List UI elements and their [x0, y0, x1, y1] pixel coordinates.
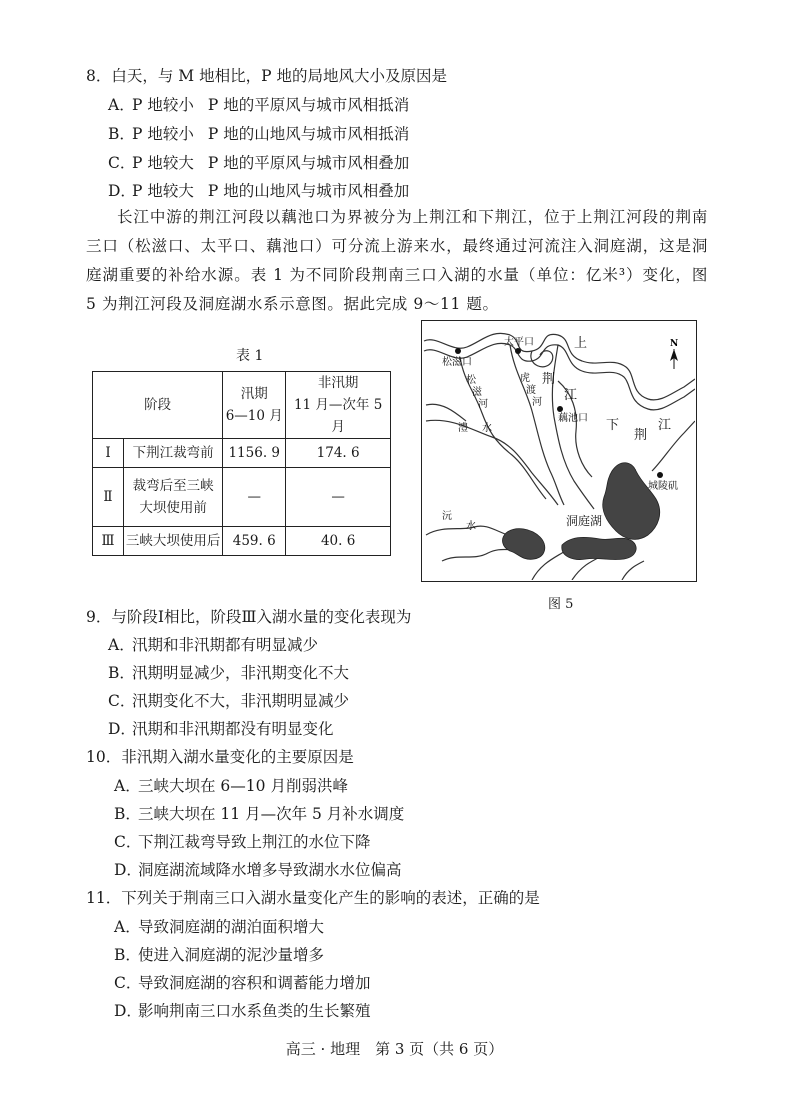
li-tributary [426, 404, 466, 421]
q10-option-c [114, 830, 371, 852]
he2-char: 河 [532, 397, 542, 408]
hu-char: 虎 [520, 373, 530, 384]
option-text: 使进入洞庭湖的泥沙量增多 [138, 946, 325, 964]
q8-option-d [108, 179, 409, 201]
page-footer: 高三 · 地理 第 3 页（共 6 页） [285, 1040, 504, 1058]
q8-option-c [108, 151, 409, 173]
jiang2-label: 江 [658, 418, 672, 433]
row-stage: 下荆江裁弯前 [124, 439, 223, 468]
row-num: Ⅲ [93, 527, 124, 556]
li-shui-char: 水 [482, 423, 492, 434]
option-letter: A． [114, 918, 141, 936]
table-row [93, 468, 391, 527]
row-nonflood: 174. 6 [286, 439, 391, 468]
option-text: 汛期和非汛期都有明显减少 [132, 636, 319, 654]
table-head-nonflood [286, 372, 391, 439]
option-letter: A． [108, 636, 135, 654]
dongting-lake-east [603, 463, 660, 540]
row-stage-line1: 裁弯后至三峡 [132, 478, 214, 494]
q8-stem: 8．白天，与 M 地相比，P 地的局地风大小及原因是 [86, 67, 447, 85]
option-size: P 地较大 [132, 154, 194, 172]
option-size: P 地较小 [132, 96, 194, 114]
ouchikou-label: 藕池口 [558, 413, 588, 424]
option-text: 导致洞庭湖的容积和调蓄能力增加 [138, 974, 371, 992]
option-letter: D． [108, 720, 136, 738]
row-stage [124, 468, 223, 527]
jing1-label: 荆 [542, 372, 556, 387]
nonflood-label: 非汛期 [317, 375, 359, 391]
option-reason: P 地的平原风与城市风相抵消 [207, 96, 410, 114]
option-text: 三峡大坝在 6—10 月削弱洪峰 [138, 777, 348, 795]
option-letter: B． [114, 805, 141, 823]
songzikou-label: 松滋口 [442, 357, 472, 368]
nonflood-months: 11 月—次年 5 月 [293, 397, 383, 435]
q10-option-a [114, 774, 348, 796]
q11-stem: 11．下列关于荆南三口入湖水量变化产生的影响的表述，正确的是 [86, 889, 540, 907]
option-letter: D． [108, 182, 136, 200]
option-letter: B． [114, 946, 141, 964]
row-flood: 1156. 9 [223, 439, 286, 468]
jiang1-label: 江 [564, 388, 578, 403]
reading-passage: 长江中游的荆江河段以藕池口为界被分为上荆江和下荆江，位于上荆江河段的荆南三口（松滋口、太平口、藕池口）可分流上游来水，最终通过河流注入洞庭湖，这是洞庭湖重要的补给水源。表 1 为不同阶段荆南三口入湖的水量（单位：亿米³）变化，图 5 为荆江河段及洞庭湖水系示意图。据此完成 9～11 题。 [86, 208, 708, 313]
he1-char: 河 [478, 399, 488, 410]
q9-option-c [108, 689, 349, 711]
option-text: 洞庭湖流域降水增多导致湖水水位偏高 [138, 861, 402, 879]
option-text: 汛期变化不大，非汛期明显减少 [132, 692, 350, 710]
option-text: 三峡大坝在 11 月—次年 5 月补水调度 [138, 805, 405, 823]
q9-option-a [108, 633, 318, 655]
option-letter: C． [114, 974, 142, 992]
dongting-lake-west [503, 529, 545, 560]
table-head-flood [223, 372, 286, 439]
taipingkou-dot [515, 348, 521, 354]
row-flood: — [223, 468, 286, 527]
row-stage: 三峡大坝使用后 [124, 527, 223, 556]
q8-option-b [108, 122, 409, 144]
table-row [93, 439, 391, 468]
row-num: Ⅰ [93, 439, 124, 468]
option-reason: P 地的山地风与城市风相抵消 [207, 125, 410, 143]
option-size: P 地较小 [132, 125, 194, 143]
map-caption: 图 5 [548, 597, 574, 612]
row-nonflood: — [286, 468, 391, 527]
option-reason: P 地的平原风与城市风相叠加 [207, 154, 410, 172]
ouchikou-dot [557, 406, 563, 412]
row-stage-line2: 大坝使用前 [139, 500, 207, 516]
option-text: 汛期和非汛期都没有明显变化 [132, 720, 334, 738]
north-label: N [670, 339, 679, 349]
option-letter: C． [114, 833, 142, 851]
yuan-char: 沅 [442, 511, 452, 522]
option-letter: B． [108, 664, 135, 682]
q11-option-b [114, 943, 324, 965]
q10-stem: 10．非汛期入湖水量变化的主要原因是 [86, 748, 354, 766]
chenglingji-label: 城陵矶 [648, 481, 678, 492]
songzikou-dot [455, 348, 461, 354]
river-map [421, 320, 697, 582]
option-text: 汛期明显减少，非汛期变化不大 [132, 664, 350, 682]
q9-stem: 9．与阶段Ⅰ相比，阶段Ⅲ入湖水量的变化表现为 [86, 608, 412, 626]
row-flood: 459. 6 [223, 527, 286, 556]
option-text: 导致洞庭湖的湖泊面积增大 [138, 918, 325, 936]
q11-option-c [114, 971, 371, 993]
du-char: 渡 [526, 385, 536, 396]
li-char: 澧 [458, 423, 468, 434]
song-char: 松 [466, 375, 476, 386]
chenglingji-dot [657, 472, 663, 478]
river-map-svg [422, 321, 695, 580]
water-volume-table [92, 371, 391, 556]
xia-label: 下 [606, 418, 620, 433]
option-text: 下荆江裁弯导致上荆江的水位下降 [138, 833, 371, 851]
flood-label: 汛期 [240, 386, 268, 402]
row-nonflood: 40. 6 [286, 527, 391, 556]
dongting-lake-south [562, 537, 636, 559]
q9-option-d [108, 717, 334, 739]
flood-months: 6—10 月 [225, 408, 283, 424]
table-caption: 表 1 [236, 348, 264, 364]
table-head-stage: 阶段 [93, 372, 223, 439]
q8-option-a [108, 93, 409, 115]
option-letter: A． [108, 96, 135, 114]
option-letter: A． [114, 777, 141, 795]
q10-option-d [114, 858, 402, 880]
table-row [93, 527, 391, 556]
option-letter: D． [114, 861, 142, 879]
meander-loop [531, 351, 553, 367]
option-letter: C． [108, 692, 136, 710]
jing2-label: 荆 [634, 428, 648, 443]
row-num: Ⅱ [93, 468, 124, 527]
option-letter: B． [108, 125, 135, 143]
option-text: 影响荆南三口水系鱼类的生长繁殖 [138, 1002, 371, 1020]
yuan-shui-char: 水 [466, 521, 476, 532]
q9-option-b [108, 661, 349, 683]
option-reason: P 地的山地风与城市风相叠加 [207, 182, 410, 200]
yuan-tributary [442, 549, 518, 561]
zi-char: 滋 [472, 387, 482, 398]
taipingkou-label: 太平口 [504, 337, 534, 348]
shang-label: 上 [574, 336, 588, 351]
option-letter: D． [114, 1002, 142, 1020]
ouchi-river [552, 345, 594, 509]
dongting-lake-label: 洞庭湖 [566, 514, 603, 528]
option-letter: C． [108, 154, 136, 172]
q11-option-d [114, 999, 371, 1021]
q11-option-a [114, 915, 324, 937]
south-tributary [622, 561, 644, 580]
q10-option-b [114, 802, 404, 824]
option-size: P 地较大 [132, 182, 194, 200]
north-arrow-icon [670, 349, 678, 369]
